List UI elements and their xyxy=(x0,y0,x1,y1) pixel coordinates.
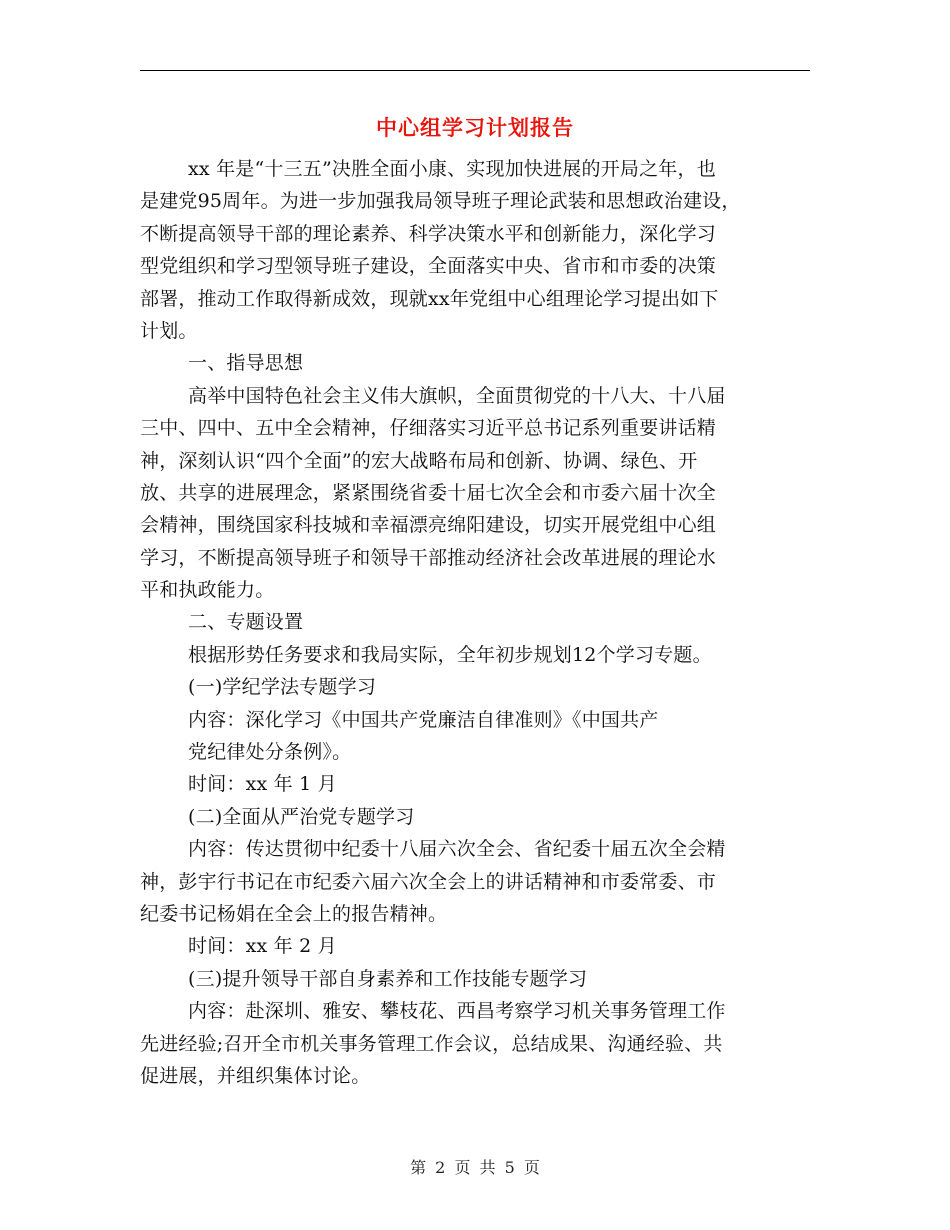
paragraph-line: 神，彭宇行书记在市纪委六届六次全会上的讲话精神和市委常委、市 xyxy=(140,870,717,893)
paragraph-line: 内容：深化学习《中国共产党廉洁自律准则》《中国共产 xyxy=(188,708,659,731)
paragraph-line: 时间：xx 年 1 月 xyxy=(188,773,337,796)
paragraph-line: 放、共享的进展理念，紧紧围绕省委十届七次全会和市委六届十次全 xyxy=(140,481,717,504)
header-rule xyxy=(140,70,810,71)
paragraph-line: 先进经验;召开全市机关事务管理工作会议，总结成果、沟通经验、共 xyxy=(140,1032,723,1055)
page-footer: 第 2 页 共 5 页 xyxy=(410,1158,540,1177)
paragraph-line: xx 年是“十三五”决胜全面小康、实现加快进展的开局之年，也 xyxy=(188,158,716,180)
paragraph-line: 是建党95周年。为进一步加强我局领导班子理论武装和思想政治建设， xyxy=(140,190,741,213)
paragraph-line: 一、指导思想 xyxy=(188,352,304,375)
paragraph-line: 神，深刻认识“四个全面”的宏大战略布局和创新、协调、绿色、开 xyxy=(140,449,698,472)
paragraph-line: 二、专题设置 xyxy=(188,611,304,634)
paragraph-line: 不断提高领导干部的理论素养、科学决策水平和创新能力，深化学习 xyxy=(140,222,717,245)
paragraph-line: 学习，不断提高领导班子和领导干部推动经济社会改革进展的理论水 xyxy=(140,546,717,569)
paragraph-line: 型党组织和学习型领导班子建设，全面落实中央、省市和市委的决策 xyxy=(140,255,717,278)
paragraph-line: 部署，推动工作取得新成效，现就xx年党组中心组理论学习提出如下 xyxy=(140,287,719,310)
paragraph-line: 促进展，并组织集体讨论。 xyxy=(140,1064,371,1087)
paragraph-line: 计划。 xyxy=(140,319,198,342)
paragraph-line: 平和执政能力。 xyxy=(140,579,275,602)
document-title: 中心组学习计划报告 xyxy=(376,115,574,140)
paragraph-line: 根据形势任务要求和我局实际，全年初步规划12个学习专题。 xyxy=(188,643,712,666)
paragraph-line: 会精神，围绕国家科技城和幸福漂亮绵阳建设，切实开展党组中心组 xyxy=(140,514,717,537)
document-body xyxy=(140,153,810,1092)
paragraph-line: 时间：xx 年 2 月 xyxy=(188,935,337,958)
paragraph-line: 纪委书记杨娟在全会上的报告精神。 xyxy=(140,902,448,925)
paragraph-line: (三)提升领导干部自身素养和工作技能专题学习 xyxy=(188,967,588,990)
paragraph-line: 内容：传达贯彻中纪委十八届六次全会、省纪委十届五次全会精 xyxy=(188,838,726,861)
paragraph-line: (二)全面从严治党专题学习 xyxy=(188,805,415,828)
paragraph-line: 高举中国特色社会主义伟大旗帜，全面贯彻党的十八大、十八届 xyxy=(188,384,726,407)
paragraph-line: 三中、四中、五中全会精神，仔细落实习近平总书记系列重要讲话精 xyxy=(140,417,717,440)
paragraph-line: 内容：赴深圳、雅安、攀枝花、西昌考察学习机关事务管理工作 xyxy=(188,1000,726,1023)
paragraph-line: 党纪律处分条例》。 xyxy=(188,741,352,764)
paragraph-line: (一)学纪学法专题学习 xyxy=(188,676,377,699)
